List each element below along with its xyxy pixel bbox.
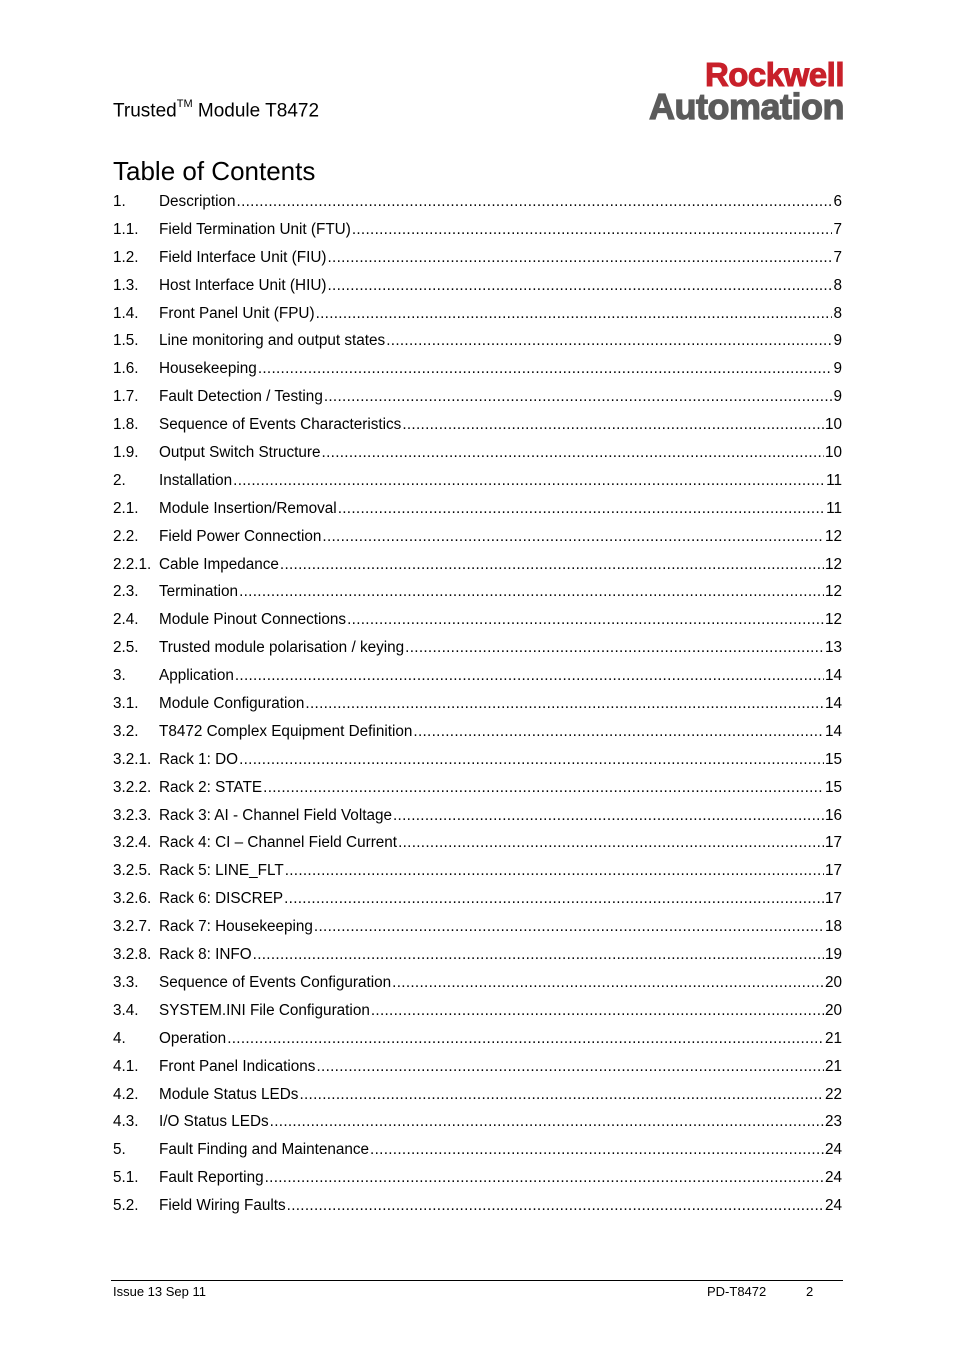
toc-entry-page: 24 — [824, 1169, 842, 1187]
toc-entry-number: 1. — [113, 193, 126, 210]
toc-entry-title: Fault Reporting — [159, 1169, 264, 1187]
toc-dot-leader — [413, 723, 824, 741]
toc-dot-leader — [347, 611, 824, 629]
toc-entry[interactable] — [113, 528, 842, 556]
toc-dot-leader — [338, 500, 825, 518]
toc-entry-number: 3.2.3. — [113, 806, 152, 824]
toc-entry-title: Front Panel Unit (FPU) — [159, 304, 315, 322]
toc-entry[interactable] — [113, 500, 842, 528]
toc-entry-number: 2.2. — [113, 527, 139, 545]
toc-entry[interactable] — [113, 667, 842, 695]
toc-entry-page: 17 — [824, 862, 842, 880]
toc-entry-page: 12 — [824, 555, 842, 573]
toc-entry[interactable] — [113, 332, 842, 360]
toc-entry[interactable] — [113, 723, 842, 751]
title-suffix: Module T8472 — [192, 100, 320, 122]
toc-entry[interactable] — [113, 221, 842, 249]
toc-entry-page: 15 — [824, 778, 842, 796]
toc-entry-number: 1.6. — [113, 360, 139, 378]
toc-entry-title: Rack 1: DO — [159, 750, 239, 768]
toc-entry-number: 2.2.1. — [113, 555, 152, 573]
toc-entry[interactable] — [113, 779, 842, 807]
table-of-contents — [113, 193, 842, 1225]
toc-entry-title: Cable Impedance — [159, 555, 279, 573]
toc-entry-title: Host Interface Unit (HIU) — [159, 276, 327, 294]
toc-entry-title: Termination — [159, 583, 239, 601]
toc-entry-number: 3.4. — [113, 1001, 139, 1019]
toc-entry-title: Rack 8: INFO — [159, 946, 252, 964]
toc-entry-number: 4.1. — [113, 1057, 139, 1075]
toc-entry-page: 7 — [833, 248, 842, 266]
toc-entry[interactable] — [113, 974, 842, 1002]
toc-dot-leader — [280, 556, 824, 574]
toc-entry-title: Installation — [159, 471, 233, 489]
toc-entry-page: 12 — [824, 611, 842, 629]
toc-entry[interactable] — [113, 918, 842, 946]
toc-entry-title: Field Wiring Faults — [159, 1197, 286, 1215]
toc-heading: Table of Contents — [113, 156, 316, 186]
toc-dot-leader — [239, 583, 824, 601]
toc-entry[interactable] — [113, 1113, 842, 1141]
toc-entry[interactable] — [113, 834, 842, 862]
toc-dot-leader — [237, 193, 833, 211]
toc-entry-number: 3.2.5. — [113, 862, 152, 880]
footer-page-number: 2 — [806, 1284, 814, 1299]
toc-entry-page: 9 — [833, 332, 842, 350]
toc-dot-leader — [316, 1058, 824, 1076]
toc-entry-page: 14 — [824, 722, 842, 740]
toc-dot-leader — [370, 1141, 824, 1159]
toc-entry-title: Rack 2: STATE — [159, 778, 263, 796]
toc-entry[interactable] — [113, 193, 842, 221]
toc-dot-leader — [235, 667, 824, 685]
toc-dot-leader — [322, 444, 824, 462]
toc-entry[interactable] — [113, 472, 842, 500]
toc-entry-number: 3.2.8. — [113, 946, 152, 964]
toc-entry[interactable] — [113, 639, 842, 667]
toc-entry-title: Operation — [159, 1029, 227, 1047]
toc-entry[interactable] — [113, 946, 842, 974]
toc-entry-number: 3.2.1. — [113, 750, 152, 768]
toc-entry-title: Module Insertion/Removal — [159, 499, 337, 517]
toc-dot-leader — [405, 639, 824, 657]
toc-dot-leader — [285, 862, 824, 880]
toc-entry-number: 2.1. — [113, 499, 139, 517]
toc-entry-number: 3.1. — [113, 695, 139, 713]
toc-entry[interactable] — [113, 1086, 842, 1114]
toc-entry-page: 10 — [824, 416, 842, 434]
toc-entry-title: Fault Finding and Maintenance — [159, 1141, 370, 1159]
toc-dot-leader — [287, 1197, 824, 1215]
logo-automation-text: Automation — [649, 86, 844, 127]
toc-entry-title: SYSTEM.INI File Configuration — [159, 1001, 370, 1019]
toc-dot-leader — [316, 305, 833, 323]
toc-entry-title: Module Configuration — [159, 695, 305, 713]
toc-dot-leader — [352, 221, 833, 239]
toc-entry-number: 1.2. — [113, 248, 139, 266]
toc-entry-title: Module Status LEDs — [159, 1085, 299, 1103]
rockwell-automation-logo — [588, 56, 844, 127]
toc-entry-page: 19 — [824, 946, 842, 964]
toc-entry-title: Output Switch Structure — [159, 444, 321, 462]
toc-dot-leader — [324, 388, 833, 406]
toc-dot-leader — [227, 1030, 824, 1048]
toc-entry-page: 21 — [824, 1057, 842, 1075]
toc-entry-page: 15 — [824, 750, 842, 768]
toc-dot-leader — [299, 1086, 824, 1104]
toc-entry[interactable] — [113, 1141, 842, 1169]
toc-dot-leader — [263, 779, 824, 797]
toc-dot-leader — [258, 360, 833, 378]
toc-entry-title: I/O Status LEDs — [159, 1113, 269, 1131]
toc-entry-title: Application — [159, 667, 234, 685]
toc-entry-number: 1.8. — [113, 416, 139, 434]
toc-entry-page: 6 — [833, 193, 842, 210]
toc-dot-leader — [253, 946, 824, 964]
toc-entry-number: 4.2. — [113, 1085, 139, 1103]
toc-entry-title: Rack 7: Housekeeping — [159, 918, 313, 936]
toc-entry-title: Rack 4: CI – Channel Field Current — [159, 834, 398, 852]
toc-entry-page: 14 — [824, 695, 842, 713]
toc-entry-title: Line monitoring and output states — [159, 332, 386, 350]
toc-dot-leader — [305, 695, 824, 713]
toc-entry[interactable] — [113, 695, 842, 723]
toc-entry-number: 3.2.2. — [113, 778, 152, 796]
toc-entry[interactable] — [113, 305, 842, 333]
toc-entry[interactable] — [113, 360, 842, 388]
footer-doc-id: PD-T8472 — [707, 1284, 767, 1299]
toc-entry[interactable] — [113, 611, 842, 639]
toc-entry-page: 8 — [833, 304, 842, 322]
toc-entry-number: 1.1. — [113, 220, 139, 238]
toc-entry-page: 10 — [824, 444, 842, 462]
toc-entry[interactable] — [113, 249, 842, 277]
toc-entry-number: 2.4. — [113, 611, 139, 629]
toc-entry-title: Fault Detection / Testing — [159, 388, 323, 406]
toc-entry-number: 1.9. — [113, 444, 139, 462]
toc-entry-number: 1.3. — [113, 276, 139, 294]
toc-entry-title: Sequence of Events Characteristics — [159, 416, 402, 434]
toc-dot-leader — [398, 834, 824, 852]
toc-entry-number: 4.3. — [113, 1113, 139, 1131]
toc-dot-leader — [402, 416, 824, 434]
toc-entry-page: 12 — [824, 583, 842, 601]
toc-entry-page: 11 — [826, 471, 842, 489]
toc-entry-number: 2. — [113, 471, 126, 489]
toc-entry-page: 14 — [824, 667, 842, 685]
trademark-superscript: TM — [176, 98, 193, 110]
toc-dot-leader — [393, 807, 824, 825]
toc-entry-page: 16 — [824, 806, 842, 824]
toc-entry-number: 4. — [113, 1029, 126, 1047]
title-prefix: Trusted — [113, 100, 177, 122]
toc-entry[interactable] — [113, 277, 842, 305]
toc-entry[interactable] — [113, 416, 842, 444]
toc-entry-number: 3. — [113, 667, 126, 685]
toc-dot-leader — [270, 1113, 824, 1131]
toc-entry-page: 13 — [824, 639, 842, 657]
toc-entry-number: 3.3. — [113, 973, 139, 991]
toc-entry[interactable] — [113, 556, 842, 584]
toc-entry-page: 7 — [833, 220, 842, 238]
toc-dot-leader — [327, 249, 832, 267]
toc-dot-leader — [386, 332, 832, 350]
toc-entry-number: 1.7. — [113, 388, 139, 406]
toc-entry-number: 3.2.6. — [113, 890, 152, 908]
toc-dot-leader — [284, 890, 824, 908]
toc-entry-number: 5.1. — [113, 1169, 139, 1187]
toc-entry-number: 1.5. — [113, 332, 139, 350]
toc-entry-title: Module Pinout Connections — [159, 611, 347, 629]
toc-entry-number: 3.2.7. — [113, 918, 152, 936]
toc-entry[interactable] — [113, 1169, 842, 1197]
toc-entry-title: Sequence of Events Configuration — [159, 973, 392, 991]
toc-entry-title: Front Panel Indications — [159, 1057, 316, 1075]
toc-dot-leader — [322, 528, 824, 546]
toc-entry-number: 5.2. — [113, 1197, 139, 1215]
footer-issue: Issue 13 Sep 11 — [113, 1284, 206, 1299]
toc-entry-number: 2.3. — [113, 583, 139, 601]
toc-entry-number: 3.2.4. — [113, 834, 152, 852]
toc-entry[interactable] — [113, 890, 842, 918]
document-title — [113, 100, 319, 122]
toc-entry-page: 23 — [824, 1113, 842, 1131]
toc-entry[interactable] — [113, 444, 842, 472]
toc-entry-title: Rack 6: DISCREP — [159, 890, 284, 908]
toc-entry[interactable] — [113, 1030, 842, 1058]
toc-entry-page: 9 — [833, 360, 842, 378]
toc-entry-title: Trusted module polarisation / keying — [159, 639, 405, 657]
toc-entry[interactable] — [113, 583, 842, 611]
toc-entry[interactable] — [113, 1002, 842, 1030]
toc-entry-number: 3.2. — [113, 722, 139, 740]
toc-entry-page: 17 — [824, 890, 842, 908]
toc-entry[interactable] — [113, 388, 842, 416]
logo-rockwell-text: Rockwell — [704, 56, 844, 93]
toc-entry-title: Field Interface Unit (FIU) — [159, 248, 327, 266]
toc-entry-page: 12 — [824, 527, 842, 545]
toc-entry-page: 18 — [824, 918, 842, 936]
toc-entry-title: Field Termination Unit (FTU) — [159, 220, 351, 238]
toc-entry[interactable] — [113, 751, 842, 779]
toc-entry-page: 17 — [824, 834, 842, 852]
toc-entry-page: 8 — [833, 276, 842, 294]
toc-entry-page: 22 — [824, 1085, 842, 1103]
toc-entry-title: Rack 3: AI - Channel Field Voltage — [159, 806, 392, 824]
toc-dot-leader — [392, 974, 824, 992]
toc-dot-leader — [265, 1169, 824, 1187]
toc-entry-page: 24 — [824, 1141, 842, 1159]
toc-dot-leader — [327, 277, 832, 295]
toc-entry-title: T8472 Complex Equipment Definition — [159, 722, 413, 740]
toc-entry[interactable] — [113, 1058, 842, 1086]
toc-entry-page: 20 — [824, 1001, 842, 1019]
toc-dot-leader — [239, 751, 824, 769]
toc-dot-leader — [371, 1002, 824, 1020]
toc-entry-number: 2.5. — [113, 639, 139, 657]
toc-entry-title: Field Power Connection — [159, 527, 322, 545]
toc-entry[interactable] — [113, 862, 842, 890]
toc-entry-title: Housekeeping — [159, 360, 257, 378]
toc-dot-leader — [314, 918, 824, 936]
toc-entry-page: 9 — [833, 388, 842, 406]
toc-entry-page: 20 — [824, 973, 842, 991]
footer-divider — [111, 1280, 843, 1281]
toc-entry-page: 24 — [824, 1197, 842, 1215]
toc-entry-number: 1.4. — [113, 304, 139, 322]
toc-dot-leader — [233, 472, 825, 490]
toc-entry-number: 5. — [113, 1141, 126, 1159]
toc-entry[interactable] — [113, 1197, 842, 1225]
toc-entry-title: Rack 5: LINE_FLT — [159, 862, 284, 880]
toc-entry[interactable] — [113, 807, 842, 835]
toc-entry-page: 11 — [826, 499, 842, 517]
toc-entry-page: 21 — [824, 1029, 842, 1047]
toc-entry-title: Description — [159, 193, 236, 210]
